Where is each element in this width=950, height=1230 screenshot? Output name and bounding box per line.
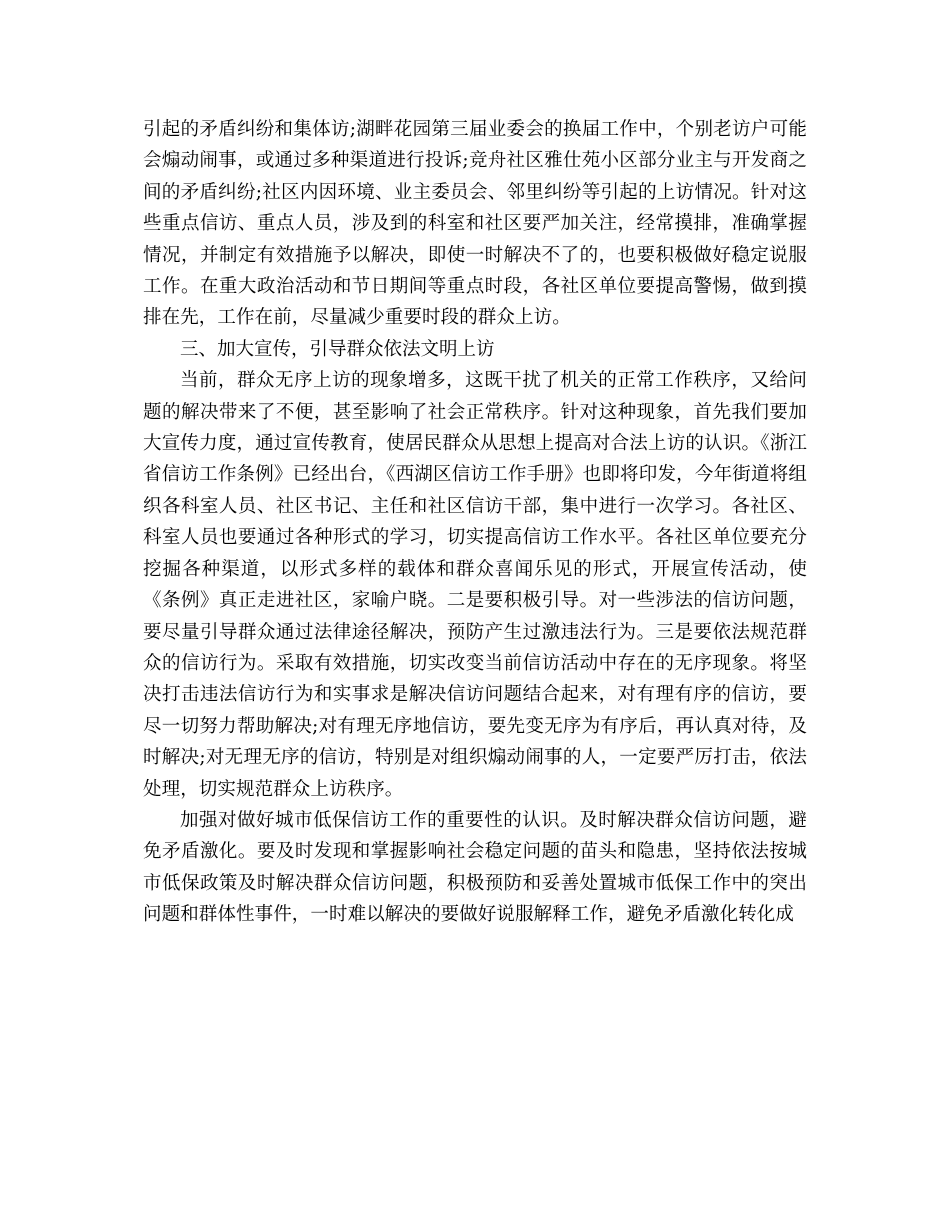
paragraph-low-income-petitions: 加强对做好城市低保信访工作的重要性的认识。及时解决群众信访问题，避免矛盾激化。要及时发现和掌握影响社会稳定问题的苗头和隐患，坚持依法按城市低保政策及时解决群众信访问题，积极预防和妥善处置城市低保工作中的突出问题和群体性事件，一时难以解决的要做好说服解释工作，避免矛盾激化转化成 [143, 809, 807, 926]
document-body [143, 114, 807, 931]
paragraph-continuation: 引起的矛盾纠纷和集体访;湖畔花园第三届业委会的换届工作中，个别老访户可能会煽动闹事，或通过多种渠道进行投诉;竞舟社区雅仕苑小区部分业主与开发商之间的矛盾纠纷;社区内因环境、业主委员会、邻里纠纷等引起的上访情况。针对这些重点信访、重点人员，涉及到的科室和社区要严加关注，经常摸排，准确掌握情况，并制定有效措施予以解决，即使一时解决不了的，也要积极做好稳定说服工作。在重大政治活动和节日期间等重点时段，各社区单位要提高警惕，做到摸排在先，工作在前，尽量减少重要时段的群众上访。 [143, 119, 807, 329]
paragraph-publicity: 当前，群众无序上访的现象增多，这既干扰了机关的正常工作秩序，又给问题的解决带来了不便，甚至影响了社会正常秩序。针对这种现象，首先我们要加大宣传力度，通过宣传教育，使居民群众从思想上提高对合法上访的认识。《浙江省信访工作条例》已经出台，《西湖区信访工作手册》也即将印发，今年街道将组织各科室人员、社区书记、主任和社区信访干部，集中进行一次学习。各社区、科室人员也要通过各种形式的学习，切实提高信访工作水平。各社区单位要充分挖掘各种渠道，以形式多样的载体和群众喜闻乐见的形式，开展宣传活动，使《条例》真正走进社区，家喻户晓。二是要积极引导。对一些涉法的信访问题，要尽量引导群众通过法律途径解决，预防产生过激违法行为。三是要依法规范群众的信访行为。采取有效措施，切实改变当前信访活动中存在的无序现象。将坚决打击违法信访行为和实事求是解决信访问题结合起来，对有理有序的信访，要尽一切努力帮助解决;对有理无序地信访，要先变无序为有序后，再认真对待，及时解决;对无理无序的信访，特别是对组织煽动闹事的人，一定要严厉打击，依法处理，切实规范群众上访秩序。 [143, 370, 807, 800]
section-heading: 三、加大宣传，引导群众依法文明上访 [180, 338, 495, 360]
